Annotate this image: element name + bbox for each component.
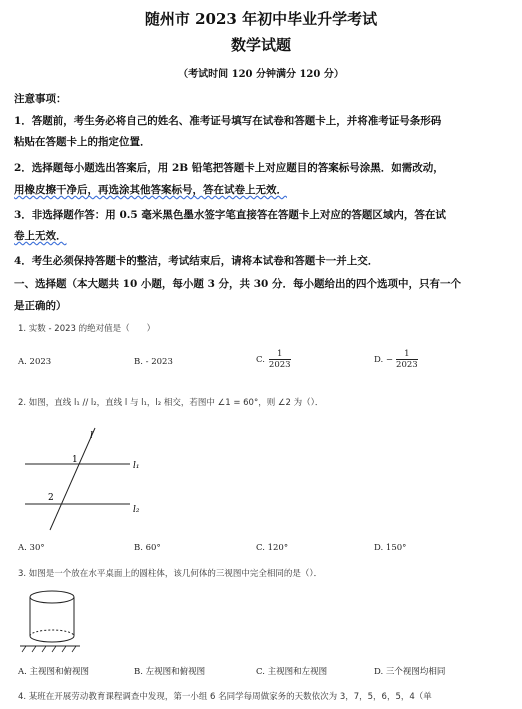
- q1-stem: 1. 实数 - 2023 的绝对值是（ ）: [18, 324, 156, 334]
- cylinder-bottom-front: [30, 636, 74, 642]
- q1-option-c: [256, 349, 291, 370]
- cylinder-bottom-hidden: [30, 630, 74, 636]
- section-1-line-2: 是正确的）: [14, 300, 67, 312]
- q1-option-a: A. 2023: [18, 357, 52, 367]
- table-hatch: [22, 646, 26, 652]
- note-3-line-2: [14, 228, 67, 243]
- table-hatch: [72, 646, 76, 652]
- q3-option-d: D. 三个视图均相同: [374, 667, 446, 677]
- label-l: l: [90, 431, 93, 441]
- q1-option-b: B. - 2023: [134, 357, 173, 367]
- cylinder-top: [30, 591, 74, 603]
- q2-option-d: D. 150°: [374, 543, 407, 553]
- exam-subject: 数学试题: [230, 36, 291, 54]
- q1-option-c-denominator: 2023: [268, 360, 291, 370]
- note-3-text: 卷上无效．: [14, 230, 67, 242]
- q2-option-b: B. 60°: [134, 543, 161, 553]
- table-hatch: [42, 646, 46, 652]
- note-2-line-2: [14, 182, 287, 197]
- q3-option-c: C. 主视图和左视图: [256, 667, 328, 677]
- angle-2-label: 2: [48, 493, 54, 503]
- table-hatch: [32, 646, 36, 652]
- exam-title: 随州市 2023 年初中毕业升学考试: [144, 10, 378, 28]
- q1-option-d-numerator: 1: [404, 349, 410, 359]
- q1-option-c-numerator: 1: [277, 349, 283, 359]
- note-2-text: 用橡皮擦干净后，再选涂其他答案标号，答在试卷上无效．: [14, 184, 287, 196]
- label-l2: l₂: [133, 505, 140, 515]
- q1-option-d-fraction: [396, 349, 418, 370]
- q1-option-c-label: C.: [256, 354, 265, 365]
- table-hatch: [62, 646, 66, 652]
- q4-stem: 4. 某班在开展劳动教育课程调查中发现，第一小组 6 名同学每周做家务的天数依次为 3，7，5，6，5，4（单: [18, 692, 432, 702]
- q2-option-a: A. 30°: [18, 543, 45, 553]
- angle-1-label: 1: [72, 455, 78, 465]
- q3-option-b: B. 左视图和俯视图: [134, 667, 206, 677]
- note-3-line-1: 3．非选择题作答：用 0.5 毫米黑色墨水签字笔直接答在答题卡上对应的答题区域内，答在试: [14, 209, 446, 221]
- note-1-line-2: 粘贴在答题卡上的指定位置．: [14, 136, 151, 148]
- note-2-line-1: 2．选择题每小题选出答案后，用 2B 铅笔把答题卡上对应题目的答案标号涂黑．如需改动，: [14, 162, 444, 174]
- exam-time-note: （考试时间 120 分钟满分 120 分）: [178, 69, 344, 80]
- q3-stem: 3. 如图是一个放在水平桌面上的圆柱体，该几何体的三视图中完全相同的是（）．: [18, 569, 323, 579]
- label-l1: l₁: [133, 461, 140, 471]
- table-hatch: [52, 646, 56, 652]
- notes-heading: 注意事项：: [14, 93, 67, 105]
- q1-option-d-denominator: 2023: [396, 360, 418, 370]
- section-1-line-1: 一、选择题（本大题共 10 小题，每小题 3 分，共 30 分．每小题给出的四个选项中，只有一个: [14, 278, 461, 290]
- line-l: [50, 428, 95, 530]
- q2-stem: 2. 如图，直线 l₁ // l₂，直线 l 与 l₁，l₂ 相交，若图中 ∠1 = 60°，则 ∠2 为（）．: [18, 398, 324, 408]
- q1-option-d-label: D. −: [374, 354, 394, 365]
- note-1-line-1: 1．答题前，考生务必将自己的姓名、准考证号填写在试卷和答题卡上，并将准考证号条形码: [14, 115, 442, 127]
- q3-option-a: A. 主视图和俯视图: [18, 667, 90, 677]
- q1-option-c-fraction: [269, 349, 291, 370]
- note-4: 4．考生必须保持答题卡的整洁，考试结束后，请将本试卷和答题卡一并上交．: [14, 255, 379, 267]
- q2-figure: [20, 422, 150, 532]
- q3-cylinder-figure: [18, 586, 88, 656]
- q2-option-c: C. 120°: [256, 543, 289, 553]
- q1-option-d: [374, 349, 418, 370]
